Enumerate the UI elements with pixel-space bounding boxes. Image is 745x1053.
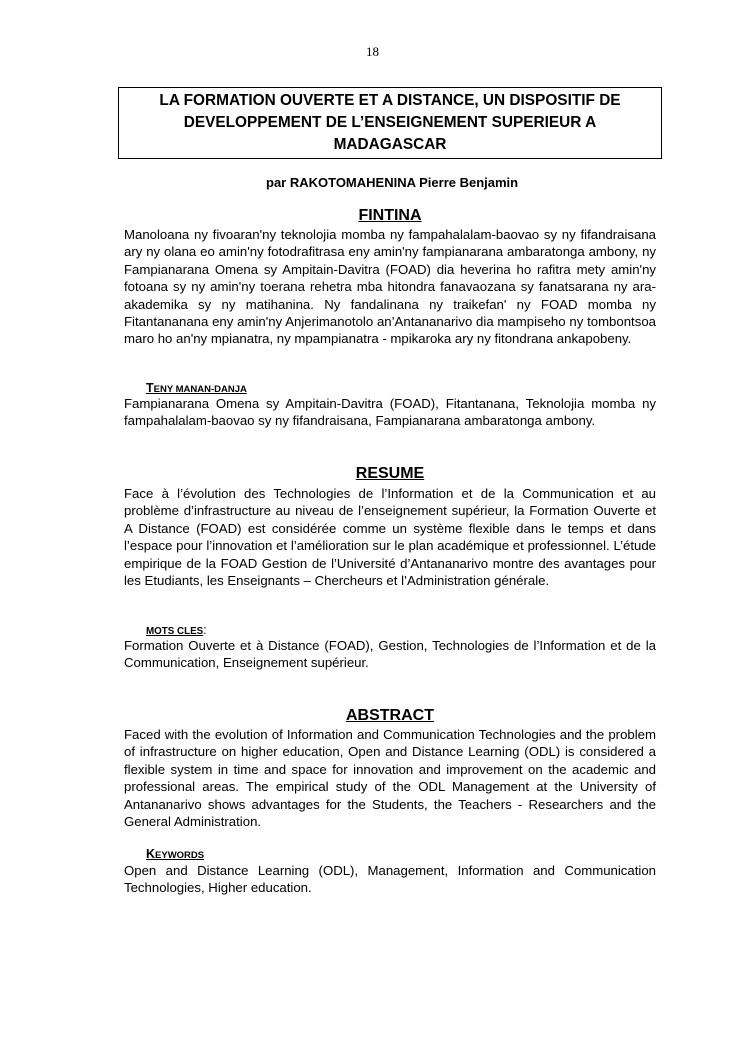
fintina-keywords-label-initial: T [146, 381, 154, 395]
resume-body: Face à l’évolution des Technologies de l’Information et de la Communication et au problème d’infrastructure au niveau de l’enseignement supérieur, la Formation Ouverte et A Distance (FOAD) est considérée comme un système flexible dans le temps et dans l’espace pour l’innovation et l’amélioration sur le plan académique et professionnel. L’étude empirique de la FOAD Gestion de l’Université d’Antananarivo montre des avantages pour les Etudiants, les Enseignants – Chercheurs et l’Administration générale. [124, 486, 656, 589]
fintina-keywords: Fampianarana Omena sy Ampitain-Davitra (FOAD), Fitantanana, Teknolojia momba ny fampahalalam-baovao sy ny fifandraisana, Fampianarana ambaratonga ambony. [124, 396, 656, 429]
resume-heading-text: RESUME [355, 465, 425, 482]
abstract-body: Faced with the evolution of Information and Communication Technologies and the problem of infrastructure on higher education, Open and Distance Learning (ODL) is considered a flexible system in time and space for innovation and improvement on the academic and professional areas. The empirical study of the ODL Management at the University of Antananarivo shows advantages for the Students, the Teachers - Researchers and the General Administration. [124, 727, 656, 830]
fintina-heading-text: FINTINA [358, 207, 422, 224]
abstract-heading-text: ABSTRACT [346, 707, 434, 724]
resume-keywords-label-colon: : [203, 623, 207, 637]
abstract-heading [124, 707, 656, 725]
fintina-body: Manoloana ny fivoaran'ny teknolojia momba ny fampahalalam-baovao sy ny fifandraisana ary ny olana eo amin'ny fotodrafitrasa eny amin'ny fampianarana ambaratonga ambony, ny Fampianarana Omena sy Ampitain-Davitra (FOAD) dia heverina ho rafitra mety amin'ny fotoana sy ny amin'ny toerana rehetra mba hitondra fanavaozana sy fanatsarana ny ara-akademika sy ny matihanina. Ny fandalinana ny traikefan' ny FOAD momba ny Fitantananana eny amin'ny Anjerimanotolo an’Antananarivo dia mampiseho ny tombontsoa maro ho an'ny mpianatra, ny mpampianatra - mpikaroka ary ny fitondrana ankapobeny. [124, 227, 656, 347]
title-line-2: DEVELOPPEMENT DE L’ENSEIGNEMENT SUPERIEUR A [183, 114, 597, 131]
title-line-1: LA FORMATION OUVERTE ET A DISTANCE, UN DISPOSITIF DE [159, 92, 621, 109]
title-line-3: MADAGASCAR [333, 136, 447, 153]
resume-keywords-label-text: MOTS CLES [146, 626, 204, 637]
resume-heading [124, 465, 656, 483]
resume-keywords: Formation Ouverte et à Distance (FOAD), Gestion, Technologies de l’Information et de la Communication, Enseignement supérieur. [124, 638, 656, 671]
fintina-heading [124, 207, 656, 225]
abstract-keywords: Open and Distance Learning (ODL), Management, Information and Communication Technologies, Higher education. [124, 863, 656, 896]
fintina-keywords-label-rest: ENY MANAN-DANJA [153, 384, 247, 395]
article-title-box [118, 87, 662, 159]
page-number: 18 [366, 44, 379, 59]
abstract-keywords-label-initial: K [146, 847, 156, 861]
author-line: par RAKOTOMAHENINA Pierre Benjamin [266, 175, 519, 190]
abstract-keywords-label-rest: EYWORDS [155, 850, 205, 861]
